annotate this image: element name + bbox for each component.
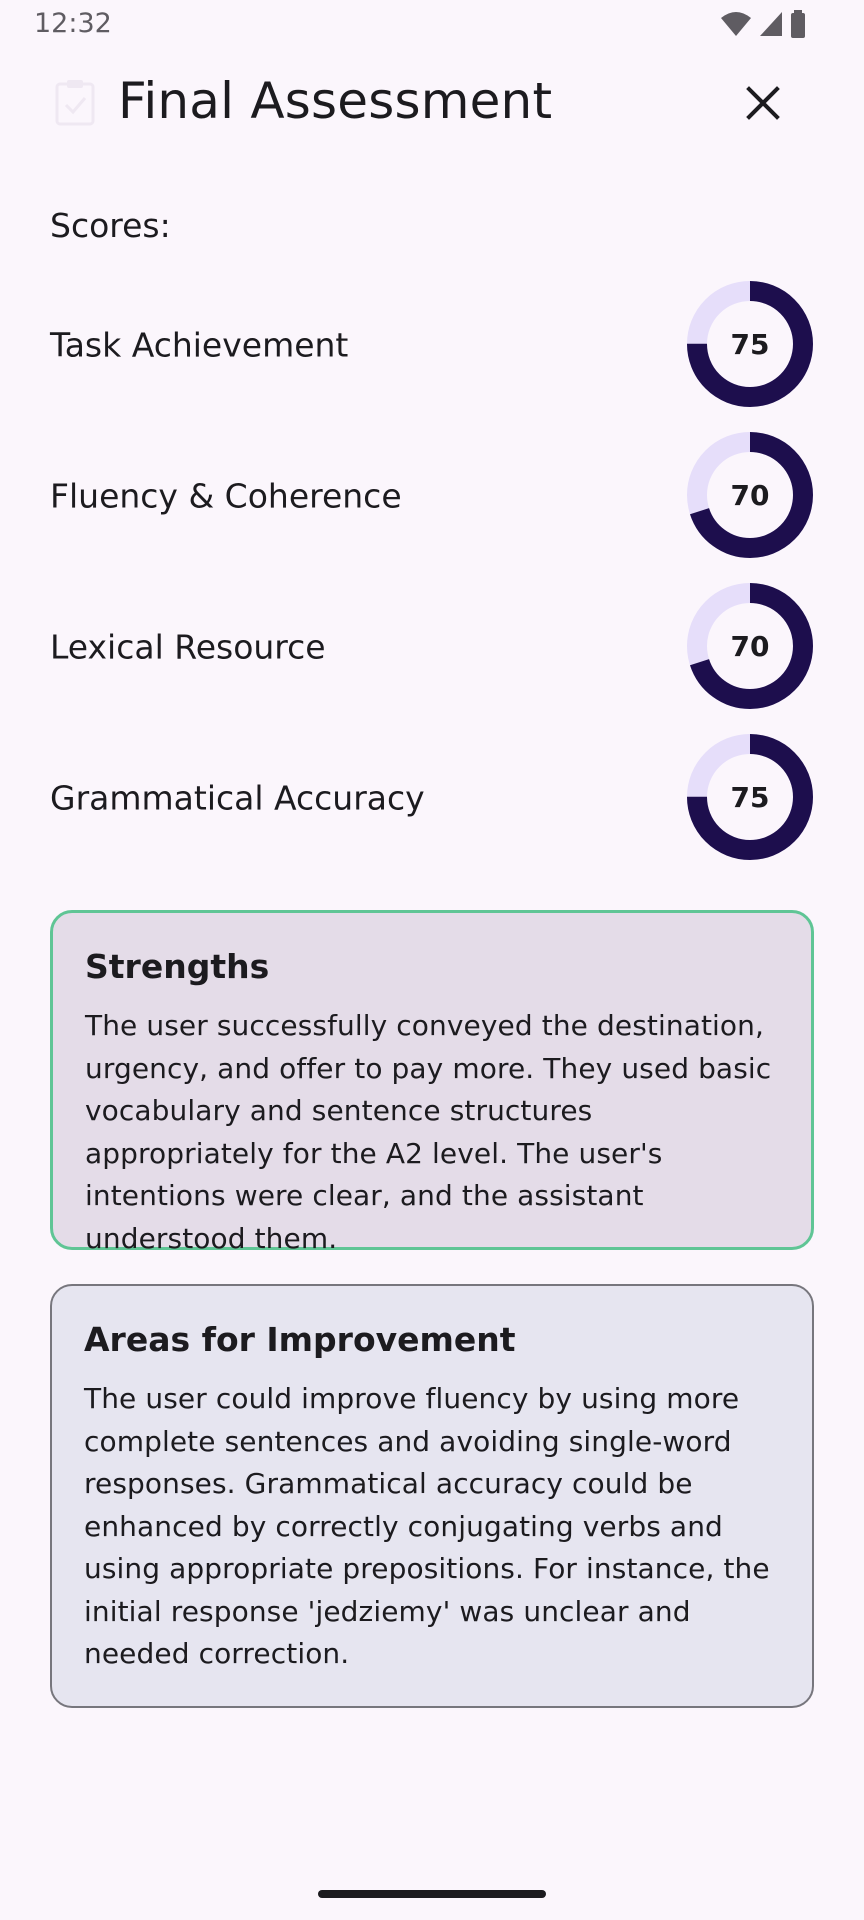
battery-icon xyxy=(790,10,806,38)
score-value: 70 xyxy=(730,478,770,512)
improvement-card xyxy=(50,1284,814,1708)
score-ring xyxy=(686,280,814,408)
strengths-card xyxy=(50,910,814,1255)
score-ring xyxy=(686,431,814,559)
score-ring xyxy=(686,582,814,710)
score-value: 75 xyxy=(730,780,770,814)
score-row-lexical-resource xyxy=(50,582,814,712)
score-value: 75 xyxy=(730,327,770,361)
score-label: Grammatical Accuracy xyxy=(50,778,425,818)
status-icons xyxy=(720,10,806,38)
score-row-fluency-coherence xyxy=(50,431,814,561)
close-icon xyxy=(746,86,780,120)
status-bar xyxy=(0,0,864,50)
score-row-task-achievement xyxy=(50,280,814,410)
wifi-icon xyxy=(720,10,752,38)
score-label: Task Achievement xyxy=(50,325,349,365)
score-label: Fluency & Coherence xyxy=(50,476,402,516)
clipboard-check-icon xyxy=(54,78,96,126)
score-label: Lexical Resource xyxy=(50,627,326,667)
score-ring xyxy=(686,733,814,861)
status-time: 12:32 xyxy=(34,8,112,39)
scores-heading: Scores: xyxy=(50,206,171,245)
strengths-text: The user successfully conveyed the destination, urgency, and offer to pay more. They used basic vocabulary and sentence structures appropriately for the A2 level. The user's intentions were clear, and the assistant understood them. xyxy=(85,1009,772,1255)
strengths-title: Strengths xyxy=(85,947,270,986)
score-row-grammatical-accuracy xyxy=(50,733,814,863)
improvement-title: Areas for Improvement xyxy=(84,1320,516,1359)
score-value: 70 xyxy=(730,629,770,663)
home-indicator[interactable] xyxy=(318,1890,546,1898)
signal-icon xyxy=(758,10,784,38)
close-button[interactable] xyxy=(734,74,792,132)
improvement-text: The user could improve fluency by using more complete sentences and avoiding single-word responses. Grammatical accuracy could be enhanced by correctly conjugating verbs and using appropriate prepositions. For instance, the initial response 'jedziemy' was unclear and needed correction. xyxy=(84,1382,770,1670)
page-title: Final Assessment xyxy=(118,72,553,130)
app-bar xyxy=(0,62,864,142)
